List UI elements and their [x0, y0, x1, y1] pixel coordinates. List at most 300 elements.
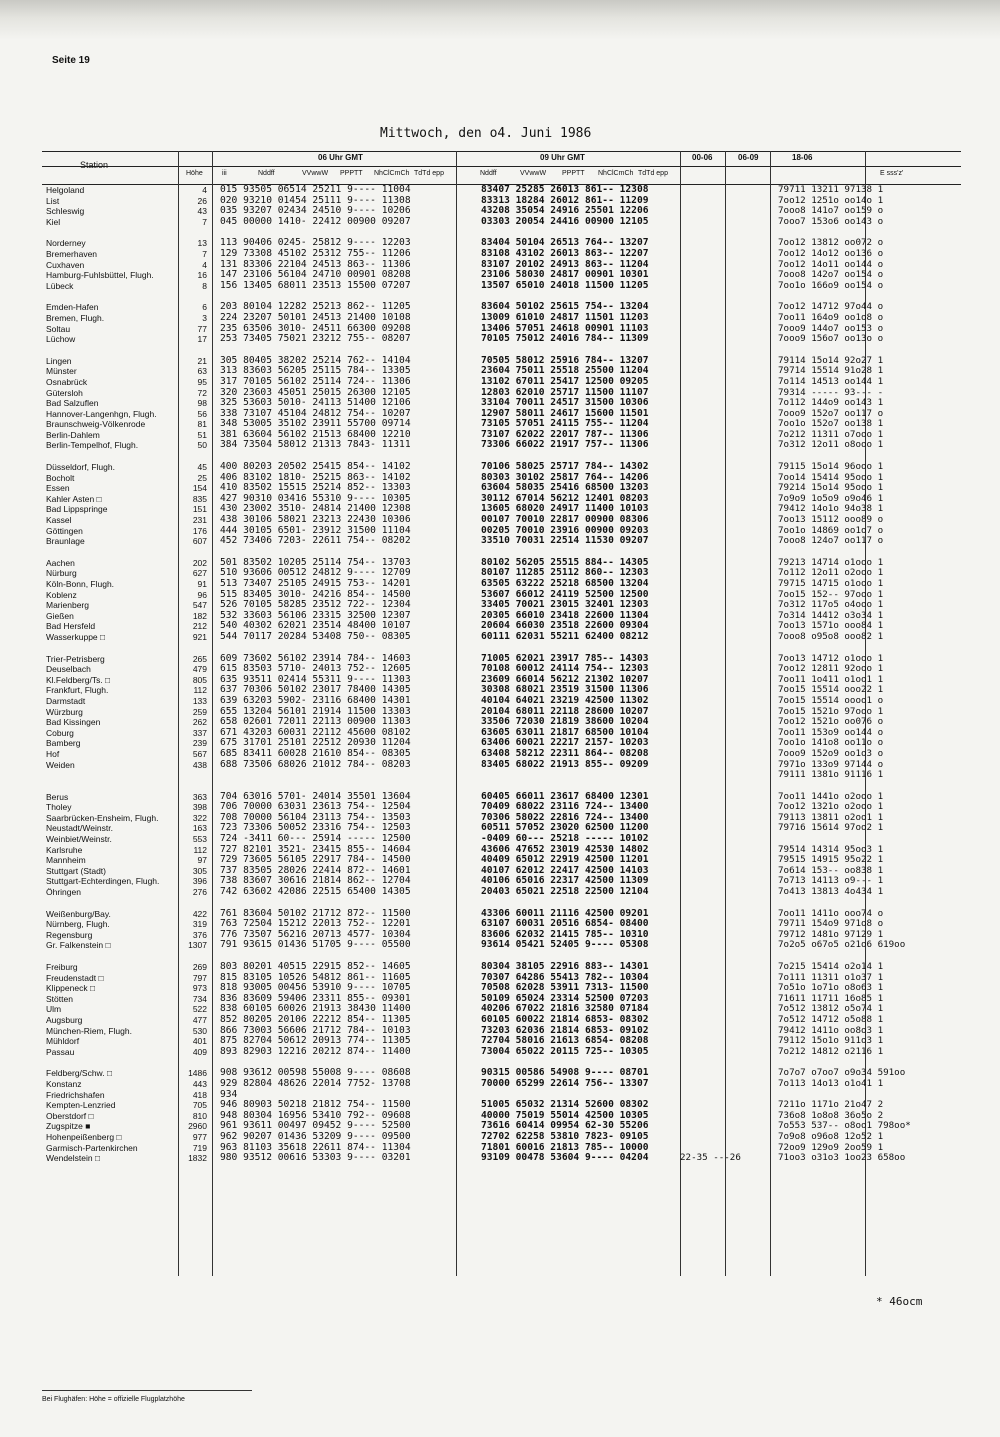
table-row	[46, 281, 960, 292]
summary-values: 7oo11 1411o ooo74 o	[778, 907, 884, 919]
summary-values: 7ooo8 124o7 oo117 o	[778, 535, 884, 547]
header-station: Station	[80, 160, 109, 170]
station-name: Oberstdorf □	[46, 1110, 94, 1121]
summary-values: 7ooo8 142o7 oo154 o	[778, 269, 884, 281]
station-name: Berus	[46, 791, 69, 802]
station-height: 7	[202, 248, 207, 259]
obs-06: 685 83411 60028 21610 854-- 08305	[220, 747, 411, 759]
summary-values: 79412 14o1o 94o38 1	[778, 503, 884, 515]
obs-06: 655 13204 56101 21914 11500 13303	[220, 705, 411, 717]
obs-06: 113 90406 0245- 25812 9---- 12203	[220, 237, 411, 249]
obs-06: 427 90310 03416 55310 9---- 10305	[220, 492, 411, 504]
station-name: Stötten	[46, 993, 73, 1004]
obs-06: 815 83105 10526 54812 861-- 11605	[220, 971, 411, 983]
station-name: Stuttgart-Echterdingen, Flugh.	[46, 876, 160, 887]
obs-06: 948 80304 16956 53410 792-- 09608	[220, 1109, 411, 1121]
obs-06: 791 93615 01436 51705 9---- 05500	[220, 939, 411, 951]
obs-09: 93614 05421 52405 9---- 05308	[481, 939, 649, 951]
obs-09: 73616 60414 09954 62-30 55206	[481, 1120, 649, 1132]
station-height: 719	[192, 1142, 207, 1153]
summary-values: 7ooo9 152o7 oo117 o	[778, 407, 884, 419]
station-name: Gütersloh	[46, 387, 83, 398]
station-table	[46, 185, 960, 1175]
station-height: 3	[202, 312, 207, 323]
table-row	[46, 632, 960, 643]
station-height: 112	[193, 844, 207, 855]
station-group	[46, 356, 960, 451]
obs-09: 63406 60021 22217 2157- 10203	[481, 737, 649, 749]
station-height: 13	[197, 238, 207, 249]
station-name: Bocholt	[46, 472, 75, 483]
obs-09: 83404 50104 26513 764-- 13207	[481, 237, 649, 249]
obs-09: 93109 00478 53604 9---- 04204	[481, 1152, 649, 1164]
obs-06: 317 70105 56102 25114 724-- 11306	[220, 375, 411, 387]
station-name: Wendelstein □	[46, 1153, 101, 1164]
obs-06: 045 00000 1410- 22412 00900 09207	[220, 215, 411, 227]
station-height: 522	[192, 1004, 207, 1015]
obs-06: 908 93612 00598 55008 9---- 08608	[220, 1067, 411, 1079]
station-height: 91	[197, 579, 207, 589]
station-name: Stuttgart (Stadt)	[46, 865, 106, 876]
summary-values: 7oo12 1521o oo076 o	[778, 716, 884, 728]
obs-09: 73107 62022 22017 787-- 11306	[481, 428, 649, 440]
table-row	[46, 334, 960, 345]
period-value: 22-35 ---26	[680, 1152, 741, 1164]
summary-values: 7o212 11311 o7ooo 1	[778, 428, 884, 440]
footer-rule	[42, 1390, 252, 1391]
station-height: 376	[192, 929, 207, 940]
obs-09: 83108 43102 26013 863-- 12207	[481, 247, 649, 259]
obs-06: 615 83503 5710- 24013 752-- 12605	[220, 663, 411, 675]
obs-06: 338 73107 45104 24812 754-- 10207	[220, 407, 411, 419]
station-name: Bremerhaven	[46, 248, 98, 259]
station-name: List	[46, 195, 60, 206]
obs-09: 33405 70021 23015 32401 12303	[481, 599, 649, 611]
station-height: 553	[192, 834, 207, 845]
obs-09: 33104 70011 24517 31500 10306	[481, 397, 649, 409]
summary-values: 7oo12 14712 97o44 o	[778, 301, 884, 313]
station-height: 438	[192, 759, 207, 770]
obs-09: 90315 00586 54908 9---- 08701	[481, 1067, 649, 1079]
station-height: 63	[197, 366, 207, 377]
header-col-vvwww: VVwwW	[302, 170, 329, 177]
header-period-06-09: 06-09	[738, 153, 759, 162]
summary-values: 7oo1o 166o9 oo154 o	[778, 279, 884, 291]
station-name: Darmstadt	[46, 695, 86, 706]
station-name: Hohenpeißenberg □	[46, 1131, 122, 1142]
station-name: Hannover-Langenhgn, Flugh.	[46, 408, 157, 419]
station-name: Kiel	[46, 216, 61, 227]
obs-09: 13507 65010 24018 11500 11205	[481, 279, 649, 291]
summary-values: 7oo11 153o9 oo144 o	[778, 726, 884, 738]
station-name: Emden-Hafen	[46, 302, 99, 313]
summary-values: 7o111 11311 o1o37 1	[778, 971, 884, 983]
header-col-vvwww-09: VVwwW	[520, 170, 547, 177]
obs-09: 80107 11285 25112 860-- 12303	[481, 567, 649, 579]
summary-values: 79115 15o14 96ooo 1	[778, 461, 884, 473]
station-height: 322	[192, 812, 207, 823]
table-row	[46, 1047, 960, 1058]
summary-values: 7oo1o 14869 oo1o7 o	[778, 524, 884, 536]
station-height: 1486	[188, 1068, 207, 1079]
station-name: Gießen	[46, 610, 74, 621]
summary-values: 7oo14 15414 95ooo 1	[778, 471, 884, 483]
station-height: 2960	[188, 1121, 207, 1132]
obs-09: 83604 50102 25615 754-- 13204	[481, 301, 649, 313]
obs-06: 156 13405 68011 23513 15500 07207	[220, 279, 411, 291]
station-name: Nürnberg, Flugh.	[46, 919, 110, 930]
station-name: Ulm	[46, 1004, 62, 1015]
obs-09: 70105 75012 24016 784-- 11309	[481, 333, 649, 345]
station-name: Zugspitze ■	[46, 1121, 91, 1132]
summary-values: 7o212 14812 o2116 1	[778, 1045, 884, 1057]
summary-values: 7oo13 1571o ooo84 1	[778, 620, 884, 632]
obs-06: 515 83405 3010- 24216 854-- 14500	[220, 588, 411, 600]
table-row	[46, 579, 960, 590]
station-height: 8	[202, 280, 207, 291]
obs-06: 444 30105 6501- 23912 31500 11104	[220, 524, 411, 536]
station-height: 7	[202, 216, 207, 227]
obs-09: 83313 18284 26012 861-- 11209	[481, 194, 649, 206]
station-name: Essen	[46, 483, 70, 494]
obs-09: 60511 57052 23020 62500 11200	[481, 822, 649, 834]
station-height: 479	[192, 664, 207, 675]
station-name: Weinbiet/Weinstr.	[46, 834, 112, 845]
station-name: Öhringen	[46, 887, 81, 898]
station-height: 477	[192, 1014, 207, 1025]
table-row	[46, 1015, 960, 1026]
obs-09: 63408 58212 22311 864-- 08208	[481, 747, 649, 759]
summary-values: 7oo13 15112 ooo89 o	[778, 514, 884, 526]
header-col-dew: TdTd epp	[414, 170, 444, 177]
summary-values: 7o215 15414 o2o14 1	[778, 961, 884, 972]
station-group	[46, 1068, 960, 1163]
obs-06: 838 60105 60026 21913 38430 11400	[220, 1003, 411, 1015]
station-name: Mannheim	[46, 855, 86, 866]
summary-values: 7o112 12o11 o2ooo 1	[778, 567, 884, 579]
station-height: 627	[192, 568, 207, 579]
station-height: 305	[192, 865, 207, 876]
station-group	[46, 185, 960, 227]
table-row	[46, 249, 960, 260]
station-height: 607	[192, 536, 207, 547]
header-extra: E sss'z'	[880, 170, 904, 177]
station-height: 805	[192, 674, 207, 685]
summary-values: 79715 14715 o1ooo 1	[778, 578, 884, 589]
obs-09: 13605 68020 24917 11400 10103	[481, 503, 649, 515]
station-height: 1307	[188, 940, 207, 951]
obs-06: 637 70306 50102 23017 78400 14305	[220, 684, 411, 696]
obs-06: 510 93606 00512 24812 9---- 12709	[220, 567, 411, 579]
obs-06: 384 73504 58012 21313 7843- 11311	[220, 439, 411, 451]
summary-values: 7o2o5 o67o5 o21o6 619oo	[778, 939, 906, 951]
obs-09: 12803 62010 25717 11500 11107	[481, 386, 649, 398]
obs-06: 438 30106 58021 23213 22430 10306	[220, 514, 411, 526]
obs-06: 224 23207 50101 24513 21400 10108	[220, 311, 411, 323]
table-header-rule	[42, 166, 961, 167]
station-height: 212	[192, 621, 207, 632]
station-height: 81	[197, 419, 207, 430]
summary-values: 7o614 153-- oo838 1	[778, 864, 884, 876]
station-name: Braunlage	[46, 536, 85, 547]
summary-values: 7o553 537-- o8oo1 798oo*	[778, 1120, 911, 1132]
obs-09: 20305 66010 23418 22600 11304	[481, 609, 649, 621]
obs-09: 63505 63222 25218 68500 13204	[481, 578, 649, 589]
obs-09: 63605 63011 21817 68500 10104	[481, 726, 649, 738]
obs-09: 51005 65032 21314 52600 08302	[481, 1099, 649, 1111]
summary-values: 7ooo9 156o7 oo13o o	[778, 333, 884, 345]
table-row	[46, 536, 960, 547]
station-name: Cuxhaven	[46, 259, 85, 270]
summary-values: 7oo11 1o411 o1oo1 1	[778, 673, 884, 685]
summary-values: 79213 14714 o1ooo 1	[778, 556, 884, 568]
station-height: 21	[197, 355, 207, 366]
summary-values: 7o713 14113 o9--- 1	[778, 875, 884, 887]
station-height: 45	[197, 462, 207, 473]
obs-09: 13102 67011 25417 12500 09205	[481, 375, 649, 387]
obs-06: 609 73602 56102 23914 784-- 14603	[220, 652, 411, 664]
obs-09: 70505 58012 25916 784-- 13207	[481, 354, 649, 366]
station-group	[46, 238, 960, 291]
header-iii: iii	[222, 170, 227, 177]
obs-09: 70000 65299 22614 756-- 13307	[481, 1077, 649, 1089]
summary-values: 7oo13 14712 o1ooo 1	[778, 652, 884, 664]
station-height: 259	[192, 706, 207, 717]
obs-09: 72704 58016 21613 6854- 08208	[481, 1035, 649, 1047]
station-height: 133	[192, 695, 207, 706]
footnote: * 46ocm	[876, 1295, 923, 1308]
summary-values: 7ooo8 o95o8 ooo82 1	[778, 630, 884, 642]
summary-values: 79714 15514 91o28 1	[778, 365, 884, 377]
summary-values: 7o113 14o13 o1o41 1	[778, 1077, 884, 1089]
station-height: 176	[192, 525, 207, 536]
station-name: Würzburg	[46, 706, 83, 717]
obs-06: 320 23603 45051 25015 26300 12105	[220, 386, 411, 398]
station-group	[46, 909, 960, 951]
obs-06: 962 90207 01436 53209 9---- 09500	[220, 1130, 411, 1142]
station-height: 422	[192, 908, 207, 919]
summary-values: 79314 ----- 93--- -	[778, 386, 884, 398]
station-height: 547	[192, 600, 207, 611]
station-name: Münster	[46, 366, 77, 377]
obs-09: 20403 65021 22518 22500 12104	[481, 886, 649, 898]
station-height: 112	[193, 685, 207, 696]
obs-06: 131 83306 22104 24513 863-- 11306	[220, 258, 411, 270]
obs-06: 305 80405 38202 25214 762-- 14104	[220, 354, 411, 366]
station-height: 363	[192, 791, 207, 802]
obs-06: 776 73507 56216 20713 4577- 10304	[220, 928, 411, 940]
obs-06: 147 23106 56104 24710 00901 08208	[220, 269, 411, 281]
obs-09: 33506 72030 21819 38600 10204	[481, 716, 649, 728]
obs-06: 980 93512 00616 53303 9---- 03201	[220, 1152, 411, 1164]
obs-06: 724 -3411 60--- 25914 ----- 12500	[220, 833, 411, 845]
obs-09: 13009 61010 24817 11501 11203	[481, 311, 649, 323]
summary-values: 7oo15 15514 ooo22 1	[778, 684, 884, 696]
scan-noise-band	[0, 0, 1000, 40]
obs-06: 934	[220, 1088, 238, 1100]
obs-09: 70108 60012 24114 754-- 12303	[481, 663, 649, 675]
station-name: Marienberg	[46, 600, 89, 611]
summary-values: 79114 15o14 92o27 1	[778, 354, 884, 366]
station-height: 705	[192, 1100, 207, 1111]
header-col-clouds-09: NhClCmCh	[598, 170, 634, 177]
summary-values: 79711 154o9 971o8 o	[778, 918, 884, 930]
obs-06: 875 82704 50612 20913 774-- 11305	[220, 1035, 411, 1047]
station-height: 43	[197, 206, 207, 217]
station-height: 98	[197, 398, 207, 409]
summary-values: 7ooo9 152o9 oo1o3 o	[778, 747, 884, 759]
summary-values: 7o312 12o11 o8ooo 1	[778, 439, 884, 451]
summary-values: 71611 11711 16o85 1	[778, 992, 884, 1004]
obs-06: 763 72504 15212 22013 752-- 12201	[220, 918, 411, 930]
station-height: 418	[192, 1089, 207, 1100]
table-row	[46, 887, 960, 898]
station-name: Bad Kissingen	[46, 717, 101, 728]
obs-06: 253 73405 75021 23212 755-- 08207	[220, 333, 411, 345]
obs-06: 671 43203 60031 22112 45600 08102	[220, 726, 411, 738]
obs-06: 430 23002 3510- 24814 21400 12308	[220, 503, 411, 515]
station-name: Coburg	[46, 727, 74, 738]
station-name: Bad Hersfeld	[46, 621, 96, 632]
obs-09: 40409 65012 22919 42500 11201	[481, 854, 649, 866]
station-height: 97	[197, 855, 207, 866]
station-height: 797	[192, 972, 207, 983]
obs-09: 60105 60022 21814 6853- 08302	[481, 1013, 649, 1025]
obs-06: 452 73406 7203- 22611 754-- 08202	[220, 535, 411, 547]
obs-09: 80303 30102 25817 764-- 14206	[481, 471, 649, 483]
summary-values: 7o112 144o9 oo143 1	[778, 397, 884, 409]
obs-06: 803 80201 40515 22915 852-- 14605	[220, 961, 411, 972]
obs-06: 818 93005 00456 53910 9---- 10705	[220, 982, 411, 994]
obs-09: 40106 65016 22317 42500 11309	[481, 875, 649, 887]
station-height: 239	[192, 738, 207, 749]
obs-06: 706 70000 63031 23613 754-- 12504	[220, 801, 411, 813]
station-name: Augsburg	[46, 1014, 83, 1025]
obs-06: 704 63016 5701- 24014 35501 13604	[220, 790, 411, 802]
obs-09: 71801 60016 21813 785-- 10000	[481, 1141, 649, 1153]
header-col-ppptt: PPPTT	[340, 170, 363, 177]
obs-06: 727 82101 3521- 23415 855-- 14604	[220, 843, 411, 855]
station-name: Lüchow	[46, 334, 76, 345]
summary-values: 7ooo9 144o7 oo153 o	[778, 322, 884, 334]
table-row	[46, 770, 960, 781]
station-height: 973	[192, 983, 207, 994]
station-name: Göttingen	[46, 525, 83, 536]
page-number: Seite 19	[52, 55, 90, 66]
station-name: Wasserkuppe □	[46, 631, 106, 642]
station-height: 151	[192, 504, 207, 515]
station-name: Saarbrücken-Ensheim, Flugh.	[46, 812, 159, 823]
station-height: 26	[197, 195, 207, 206]
summary-values: 7ooo8 141o7 oo159 o	[778, 205, 884, 217]
station-name: Deuselbach	[46, 664, 91, 675]
station-name: Weißenburg/Bay.	[46, 908, 111, 919]
summary-values: 7oo12 1321o o2ooo 1	[778, 801, 884, 813]
station-name: Kassel	[46, 515, 72, 526]
obs-06: 381 63604 56102 21513 68400 12210	[220, 428, 411, 440]
station-height: 182	[192, 610, 207, 621]
header-height: Höhe	[186, 170, 203, 177]
summary-values: 79716 15614 97oo2 1	[778, 822, 884, 834]
station-name: Lübeck	[46, 280, 74, 291]
obs-09: 70508 62028 53911 7313- 11500	[481, 982, 649, 994]
table-top-rule	[42, 151, 961, 152]
station-height: 51	[197, 429, 207, 440]
summary-values: 7o7o7 o7oo7 o9o34 591oo	[778, 1067, 906, 1079]
summary-values: 7971o 133o9 97144 o	[778, 758, 884, 770]
obs-06: 203 80104 12282 25213 862-- 11205	[220, 301, 411, 313]
table-row	[46, 185, 960, 196]
station-height: 567	[192, 748, 207, 759]
summary-values: 71oo3 o31o3 1oo23 658oo	[778, 1152, 906, 1164]
obs-09: 60405 66011 23617 68400 12301	[481, 790, 649, 802]
station-name: Schleswig	[46, 206, 85, 217]
summary-values: 736o8 1o8o8 36o5o 2	[778, 1109, 884, 1121]
summary-values: 7oo1o 152o7 oo138 1	[778, 418, 884, 430]
obs-09: 43606 47652 23019 42530 14802	[481, 843, 649, 855]
station-height: 269	[192, 962, 207, 972]
obs-06: 675 31701 25101 22512 20930 11204	[220, 737, 411, 749]
table-row	[46, 696, 960, 707]
obs-09: 30112 67014 56212 12401 08203	[481, 492, 649, 504]
obs-09: 00107 70010 22817 00900 08306	[481, 514, 649, 526]
station-name: Aachen	[46, 557, 75, 568]
header-col-clouds: NhClCmCh	[374, 170, 410, 177]
station-height: 25	[197, 472, 207, 483]
obs-09: 40000 75019 55014 42500 10305	[481, 1109, 649, 1121]
header-col-dew-09: TdTd epp	[638, 170, 668, 177]
obs-09: 63107 60031 20516 6854- 08400	[481, 918, 649, 930]
summary-values: 7oo12 14o12 oo136 o	[778, 247, 884, 259]
obs-09: 13406 57051 24618 00901 11103	[481, 322, 649, 334]
obs-06: 893 82903 12216 20212 874-- 11400	[220, 1045, 411, 1057]
summary-values: 7o312 117o5 o4ooo 1	[778, 599, 884, 611]
summary-values: 7o413 13813 4o434 1	[778, 886, 884, 898]
summary-values: 79112 15o1o 911o3 1	[778, 1035, 884, 1047]
station-height: 262	[192, 717, 207, 728]
station-height: 810	[192, 1110, 207, 1121]
station-height: 231	[192, 515, 207, 526]
obs-09: 43208 35054 24916 25501 12206	[481, 205, 649, 217]
obs-06: 410 83502 15515 25214 852-- 13303	[220, 482, 411, 494]
station-height: 163	[192, 823, 207, 834]
station-name: Lingen	[46, 355, 72, 366]
obs-09: 70306 58022 22816 724-- 13400	[481, 811, 649, 823]
station-name: Friedrichshafen	[46, 1089, 105, 1100]
obs-09: 71005 62021 23917 785-- 14303	[481, 652, 649, 664]
obs-06: 836 83609 59406 23311 855-- 09301	[220, 992, 411, 1004]
station-name: Hamburg-Fuhlsbüttel, Flugh.	[46, 270, 154, 281]
station-height: 530	[192, 1025, 207, 1036]
table-row	[46, 377, 960, 388]
obs-09: 83606 62032 21415 785-- 10310	[481, 928, 649, 940]
table-row	[46, 217, 960, 228]
station-name: Hof	[46, 748, 60, 759]
station-name: Karlsruhe	[46, 844, 83, 855]
summary-values: 7oo12 14o11 oo144 o	[778, 258, 884, 270]
obs-06: 035 93207 02434 24510 9---- 10206	[220, 205, 411, 217]
summary-values: 7oo15 15514 oooo1 o	[778, 694, 884, 706]
station-height: 4	[202, 185, 207, 195]
obs-06: 400 80203 20502 25415 854-- 14102	[220, 461, 411, 473]
obs-09: 03303 20054 24416 00900 12105	[481, 215, 649, 227]
obs-09: 20104 68011 22118 28600 10207	[481, 705, 649, 717]
station-height: 337	[192, 727, 207, 738]
station-name: Freudenstadt □	[46, 972, 104, 983]
obs-06: 406 83102 1810- 25215 863-- 14102	[220, 471, 411, 483]
station-height: 443	[192, 1078, 207, 1089]
summary-values: 72oo9 129o9 2oo59 1	[778, 1141, 884, 1153]
